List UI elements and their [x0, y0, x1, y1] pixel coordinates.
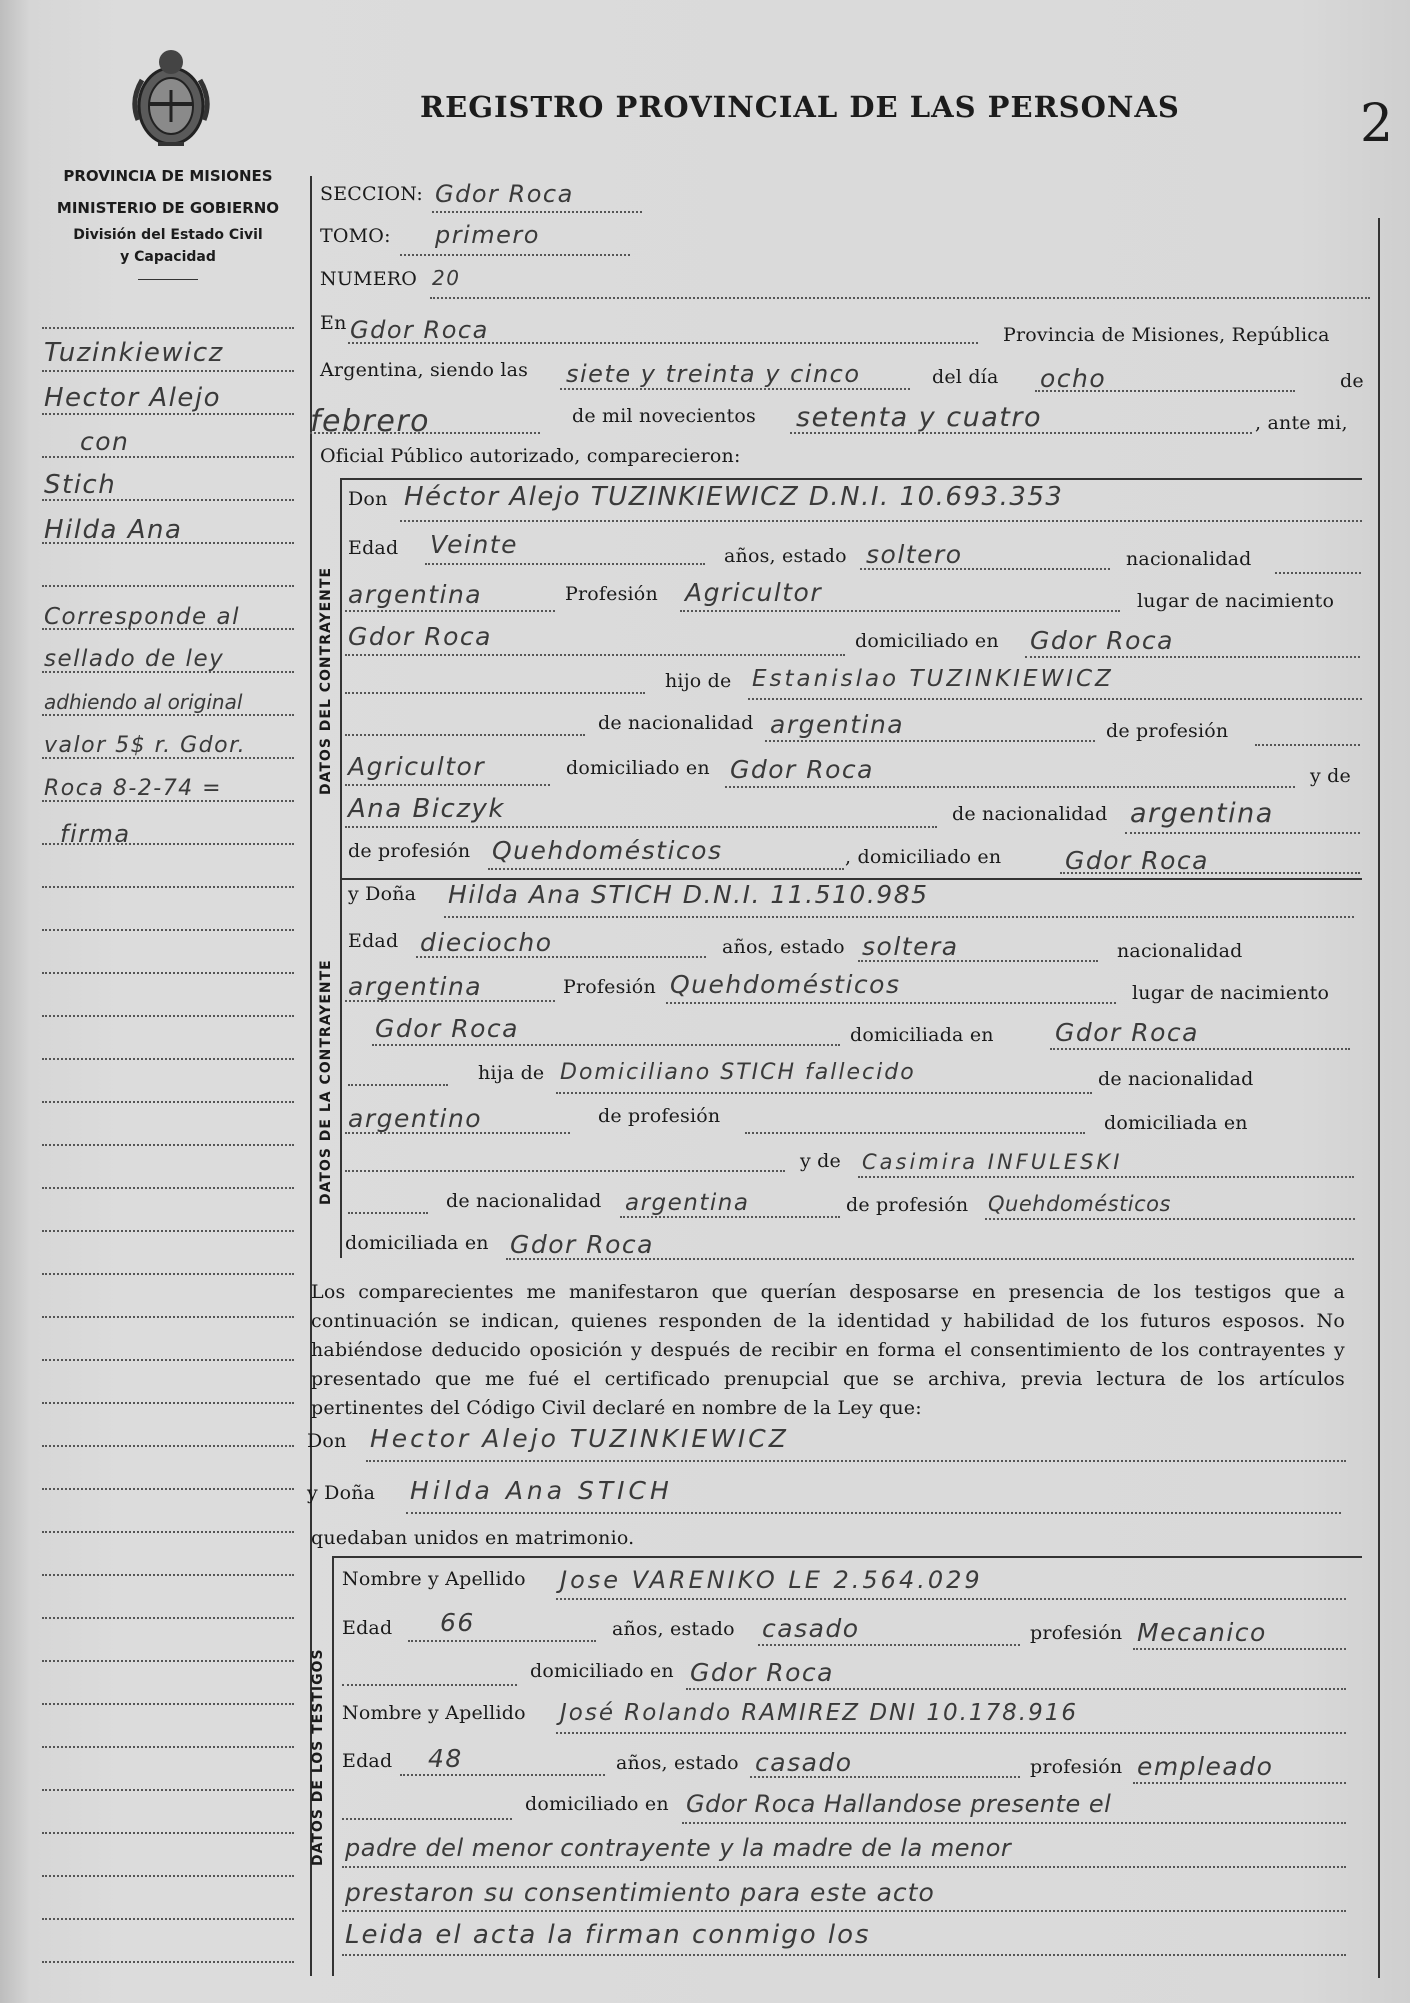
hora-line	[560, 388, 910, 390]
groom-father-dom-line	[725, 786, 1295, 788]
numero-label: NUMERO	[320, 268, 418, 290]
t1-profesion-label: profesión	[1030, 1622, 1123, 1644]
bride-mother-blank	[348, 1212, 428, 1214]
t1-profesion-line	[1133, 1648, 1346, 1650]
provincia-text: Provincia de Misiones, República	[1003, 324, 1330, 346]
t2-profesion-line	[1133, 1782, 1346, 1784]
declaration-dona-value: Hilda Ana STICH	[410, 1476, 673, 1505]
groom-domiciliado-label: domiciliado en	[855, 630, 999, 652]
mother-prof-label: de profesión	[348, 840, 471, 862]
groom-nacionalidad-line	[1275, 572, 1361, 574]
t1-nombre-line	[556, 1598, 1346, 1600]
declaration-closing: quedaban unidos en matrimonio.	[311, 1527, 635, 1549]
page-title: REGISTRO PROVINCIAL DE LAS PERSONAS	[420, 90, 1180, 124]
groom-name-line	[400, 520, 1362, 522]
de-mil-text: de mil novecientos	[572, 405, 756, 427]
bride-lugar-label: lugar de nacimiento	[1132, 982, 1330, 1004]
bride-mother-prof-line	[985, 1218, 1355, 1220]
bride-profesion-value: Quehdomésticos	[670, 970, 901, 999]
declaration-dona-label: y Doña	[307, 1482, 376, 1504]
declaration-dona-line	[406, 1512, 1341, 1514]
bride-mother-nac-line	[620, 1216, 840, 1218]
witness-note-rule-3	[342, 1954, 1346, 1956]
tomo-label: TOMO:	[320, 225, 391, 247]
argentina-text: Argentina, siendo las	[320, 359, 529, 381]
tomo-line	[400, 254, 630, 256]
bride-domicilio-line	[1050, 1048, 1350, 1050]
right-border	[1378, 218, 1380, 1978]
en-value: Gdor Roca	[350, 316, 489, 344]
groom-mother-prof-line	[488, 868, 844, 870]
bride-y-de-label: y de	[800, 1150, 841, 1172]
groom-profesion-value: Agricultor	[685, 578, 823, 607]
groom-mother-nac: argentina	[1130, 798, 1274, 829]
bride-nacionalidad-label: nacionalidad	[1117, 940, 1243, 962]
ministry-header: MINISTERIO DE GOBIERNO	[56, 199, 280, 217]
don-label: Don	[348, 488, 388, 510]
bride-mother-dom-label: domiciliada en	[345, 1232, 489, 1254]
seccion-value: Gdor Roca	[435, 180, 574, 208]
testigos-box-left	[332, 1556, 334, 1976]
t2-edad-value: 48	[428, 1744, 463, 1773]
groom-domicilio-value: Gdor Roca	[1030, 626, 1174, 655]
groom-mother-dom-line	[1060, 872, 1360, 874]
contrayente-top-rule	[340, 478, 1362, 480]
mes-line	[310, 432, 540, 434]
en-line	[348, 342, 978, 344]
bride-profesion-label: Profesión	[563, 976, 656, 998]
bride-domicilio-value: Gdor Roca	[1055, 1018, 1199, 1047]
bride-father-prof-line	[745, 1132, 1085, 1134]
declaration-don-line	[366, 1460, 1346, 1462]
header-underline	[138, 279, 198, 280]
bride-mother-dom-line	[506, 1258, 1354, 1260]
anio-line	[790, 432, 1252, 434]
bride-father-nac: argentino	[348, 1104, 483, 1133]
witness-note-line-2: prestaron su consentimiento para este acto	[345, 1878, 935, 1907]
mother-nac-label: de nacionalidad	[952, 803, 1108, 825]
groom-edad-line	[425, 563, 705, 565]
groom-father-nac-line	[765, 740, 1095, 742]
hija-label: hija de	[478, 1062, 545, 1084]
division-header-2: y Capacidad	[120, 249, 216, 265]
coat-of-arms-seal	[128, 40, 214, 158]
bride-mother-nac-label: de nacionalidad	[446, 1190, 602, 1212]
bride-mother: Casimira INFULESKI	[862, 1150, 1123, 1174]
mother-dom-label: , domiciliado en	[845, 846, 1002, 868]
groom-father-prof: Agricultor	[348, 752, 486, 781]
anio-value: setenta y cuatro	[796, 402, 1042, 433]
t1-estado-line	[758, 1644, 1020, 1646]
groom-edad-value: Veinte	[430, 530, 518, 559]
margin-note-fee-4: valor 5$ r. Gdor.	[44, 733, 247, 758]
contrayenta-box-left	[340, 878, 342, 1258]
numero-line	[430, 297, 1370, 299]
t1-edad-line	[408, 1640, 596, 1642]
bride-father-dom-line	[345, 1170, 785, 1172]
groom-nacionalidad-label: nacionalidad	[1126, 548, 1252, 570]
declaration-don-value: Hector Alejo TUZINKIEWICZ	[370, 1424, 789, 1453]
division-header: División del Estado Civil	[73, 227, 263, 243]
testigos-side-label: DATOS DE LOS TESTIGOS	[310, 1648, 326, 1866]
margin-note-fee-2: sellado de ley	[44, 646, 225, 672]
t1-nombre-value: Jose VARENIKO LE 2.564.029	[560, 1566, 983, 1594]
t1-nombre-label: Nombre y Apellido	[342, 1568, 526, 1590]
groom-mother: Ana Biczyk	[348, 794, 505, 824]
bride-father-nac-label: de nacionalidad	[1098, 1068, 1254, 1090]
page-number: 2	[1360, 94, 1394, 154]
testigos-top-rule	[332, 1556, 1362, 1558]
margin-note-bride-surname: Stich	[44, 470, 117, 500]
contrayente-side-label: DATOS DEL CONTRAYENTE	[318, 566, 334, 795]
t1-dom-blank	[342, 1684, 517, 1686]
groom-estado-value: soltero	[866, 540, 963, 569]
groom-mother-prof: Quehdomésticos	[492, 836, 723, 865]
margin-note-fee-3: adhiendo al original	[44, 690, 243, 714]
province-header: PROVINCIA DE MISIONES	[63, 167, 273, 185]
hora-value: siete y treinta y cinco	[566, 360, 861, 388]
de-text: de	[1340, 370, 1364, 392]
groom-lugar-value: Gdor Roca	[348, 622, 492, 651]
seccion-label: SECCION:	[320, 183, 423, 205]
groom-father: Estanislao TUZINKIEWICZ	[752, 666, 1114, 692]
t2-nombre-line	[556, 1732, 1346, 1734]
groom-profesion-label: Profesión	[565, 583, 658, 605]
groom-father-line	[748, 698, 1362, 700]
dona-label: y Doña	[348, 883, 417, 905]
bride-name: Hilda Ana STICH D.N.I. 11.510.985	[448, 880, 929, 909]
groom-nac-line-2	[345, 610, 555, 612]
tomo-value: primero	[435, 221, 540, 249]
bride-father-dom-label: domiciliada en	[1104, 1112, 1248, 1134]
margin-note-signature: firma	[60, 820, 131, 848]
margin-note-fee-1: Corresponde al	[44, 604, 240, 630]
groom-profesion-line	[680, 610, 1120, 612]
t2-dom-blank	[342, 1818, 512, 1820]
t1-edad-value: 66	[440, 1608, 475, 1637]
bride-father-prof-label: de profesión	[598, 1105, 721, 1127]
groom-mother-nac-line	[1125, 832, 1360, 834]
witness-note-line-3: Leida el acta la firman conmigo los	[345, 1920, 871, 1950]
bride-estado-value: soltera	[862, 932, 959, 961]
groom-father-nac: argentina	[770, 710, 905, 739]
groom-father-dom: Gdor Roca	[730, 755, 874, 784]
contrayenta-side-label: DATOS DE LA CONTRAYENTE	[318, 959, 334, 1205]
t1-estado-value: casado	[762, 1614, 860, 1643]
groom-mother-line	[345, 826, 937, 828]
t1-profesion-value: Mecanico	[1137, 1618, 1267, 1647]
declaration-don-label: Don	[307, 1430, 347, 1452]
bride-name-line	[444, 916, 1354, 918]
bride-blank-line	[348, 1084, 448, 1086]
bride-mother-prof: Quehdomésticos	[988, 1192, 1171, 1216]
t2-profesion-value: empleado	[1137, 1752, 1274, 1781]
father-prof-blank	[1255, 744, 1360, 746]
t2-edad-line	[400, 1774, 605, 1776]
bride-edad-line	[416, 956, 706, 958]
t2-edad-label: Edad	[342, 1750, 393, 1772]
t2-estado-value: casado	[755, 1748, 853, 1777]
groom-blank-line	[345, 692, 645, 694]
dia-line	[1035, 390, 1295, 392]
bride-father-line	[556, 1092, 1092, 1094]
en-label: En	[320, 312, 347, 334]
groom-name: Héctor Alejo TUZINKIEWICZ D.N.I. 10.693.353	[404, 482, 1064, 512]
bride-father-nac-line	[345, 1132, 570, 1134]
groom-nacionalidad-value: argentina	[348, 580, 483, 609]
father-nac-label: de nacionalidad	[598, 712, 754, 734]
bride-mother-line	[858, 1176, 1354, 1178]
groom-edad-label: Edad	[348, 537, 399, 559]
bride-father: Domiciliano STICH fallecido	[560, 1060, 916, 1085]
bride-mother-prof-label: de profesión	[846, 1194, 969, 1216]
t1-anos-estado: años, estado	[612, 1618, 735, 1640]
groom-mother-dom: Gdor Roca	[1065, 846, 1209, 875]
groom-domicilio-line	[1025, 656, 1360, 658]
oficial-text: Oficial Público autorizado, comparecieron:	[320, 445, 741, 467]
bride-edad-value: dieciocho	[420, 928, 553, 957]
contrayente-box-left	[340, 478, 342, 886]
witness-note-rule-2	[342, 1910, 1346, 1912]
y-de-label: y de	[1310, 765, 1351, 787]
t2-anos-estado: años, estado	[616, 1752, 739, 1774]
t2-profesion-label: profesión	[1030, 1756, 1123, 1778]
bride-anos-estado: años, estado	[722, 936, 845, 958]
t2-domicilio-value: Gdor Roca Hallandose presente el	[686, 1790, 1112, 1818]
t1-domiciliado-label: domiciliado en	[530, 1660, 674, 1682]
bride-mother-dom: Gdor Roca	[510, 1230, 654, 1259]
bride-nac-line	[345, 1000, 555, 1002]
del-dia-text: del día	[932, 366, 999, 388]
bride-estado-line	[858, 960, 1098, 962]
groom-father-prof-line	[345, 784, 550, 786]
t2-domiciliado-label: domiciliado en	[525, 1793, 669, 1815]
margin-note-bride-name: Hilda Ana	[44, 515, 183, 545]
groom-estado-line	[860, 568, 1110, 570]
bride-profesion-line	[666, 1002, 1116, 1004]
bride-domiciliada-label: domiciliada en	[850, 1024, 994, 1046]
t1-domicilio-line	[686, 1688, 1346, 1690]
t1-domicilio-value: Gdor Roca	[690, 1658, 834, 1687]
hijo-label: hijo de	[665, 670, 732, 692]
groom-lugar-line	[345, 654, 845, 656]
groom-father-blank	[345, 734, 585, 736]
t2-domicilio-line	[682, 1822, 1346, 1824]
t2-estado-line	[750, 1776, 1020, 1778]
margin-note-given-name: Hector Alejo	[44, 383, 222, 413]
ante-mi-text: , ante mi,	[1255, 412, 1348, 434]
father-prof-label: de profesión	[1106, 720, 1229, 742]
margin-note-surname: Tuzinkiewicz	[44, 338, 224, 368]
seccion-line	[432, 211, 642, 213]
mes-value: febrero	[310, 404, 431, 439]
bride-lugar-value: Gdor Roca	[375, 1014, 519, 1043]
witness-note-line-1: padre del menor contrayente y la madre de la menor	[345, 1834, 1012, 1862]
declaration-paragraph: Los comparecientes me manifestaron que querían desposarse en presencia de los testigos que a continuación se indican, quienes responden de la identidad y habilidad de los futuros esposos. No habiéndose deducido oposición y después de recibir en forma el consentimiento de los contrayentes y presentado que me fué el certificado prenupcial que se archiva, previa lectura de los artículos pertinentes del Código Civil declaré en nombre de la Ley que:	[311, 1281, 1345, 1419]
margin-note-fee-5: Roca 8-2-74 =	[44, 776, 223, 801]
numero-value: 20	[432, 266, 461, 290]
groom-anos-estado: años, estado	[724, 545, 847, 567]
dia-value: ocho	[1040, 364, 1107, 393]
bride-nacionalidad-value: argentina	[348, 972, 483, 1001]
bride-lugar-line	[372, 1044, 840, 1046]
groom-lugar-label: lugar de nacimiento	[1137, 590, 1335, 612]
margin-note-con: con	[80, 427, 130, 456]
bride-mother-nac: argentina	[625, 1190, 750, 1216]
father-dom-label: domiciliado en	[566, 757, 710, 779]
bride-edad-label: Edad	[348, 930, 399, 952]
t2-nombre-value: José Rolando RAMIREZ DNI 10.178.916	[560, 1700, 1079, 1726]
t1-edad-label: Edad	[342, 1617, 393, 1639]
witness-note-rule-1	[342, 1866, 1346, 1868]
t2-nombre-label: Nombre y Apellido	[342, 1702, 526, 1724]
